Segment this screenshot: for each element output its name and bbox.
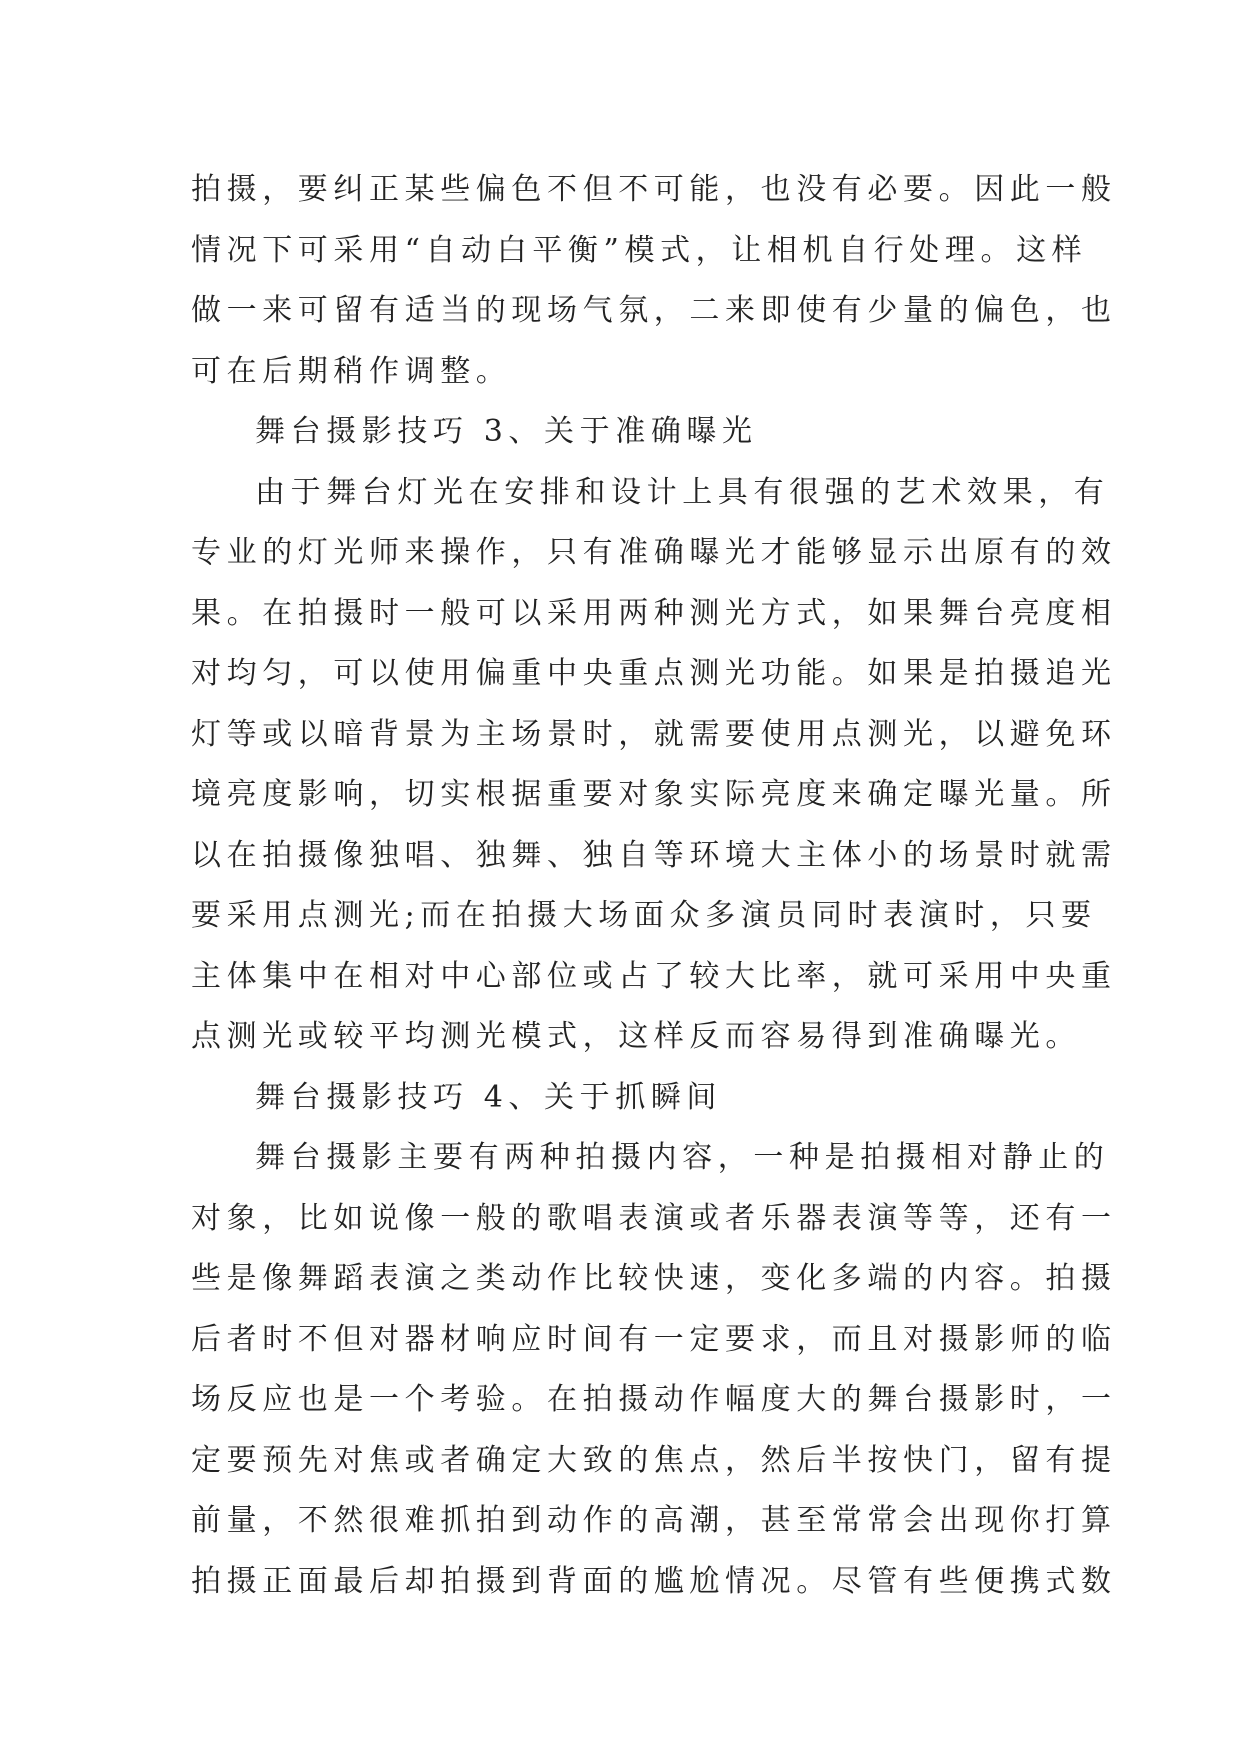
text-line: 灯等或以暗背景为主场景时，就需要使用点测光，以避免环	[191, 716, 1117, 752]
text-line: 情况下可采用“自动白平衡”模式，让相机自行处理。这样	[191, 232, 1088, 268]
text-line: 对象，比如说像一般的歌唱表演或者乐器表演等等，还有一	[191, 1200, 1117, 1236]
text-line: 由于舞台灯光在安排和设计上具有很强的艺术效果，有	[255, 474, 1110, 510]
text-line: 以在拍摄像独唱、独舞、独自等环境大主体小的场景时就需	[191, 837, 1117, 873]
text-line: 舞台摄影主要有两种拍摄内容，一种是拍摄相对静止的	[255, 1140, 1110, 1175]
text-line: 可在后期稍作调整。	[191, 353, 512, 389]
text-line: 定要预先对焦或者确定大致的焦点，然后半按快门，留有提	[191, 1442, 1117, 1478]
section-heading: 舞台摄影技巧 3、关于准确曝光	[255, 414, 758, 449]
text-line: 拍摄，要纠正某些偏色不但不可能，也没有必要。因此一般	[191, 172, 1117, 207]
text-line: 场反应也是一个考验。在拍摄动作幅度大的舞台摄影时，一	[191, 1382, 1117, 1417]
section-heading: 舞台摄影技巧 4、关于抓瞬间	[255, 1079, 723, 1115]
text-line: 要采用点测光;而在拍摄大场面众多演员同时表演时，只要	[191, 898, 1097, 933]
text-line: 对均匀，可以使用偏重中央重点测光功能。如果是拍摄追光	[191, 656, 1117, 691]
text-line: 点测光或较平均测光模式，这样反而容易得到准确曝光。	[191, 1019, 1081, 1054]
text-line: 专业的灯光师来操作，只有准确曝光才能够显示出原有的效	[191, 535, 1117, 570]
body-text	[191, 160, 1117, 1612]
text-line: 做一来可留有适当的现场气氛，二来即使有少量的偏色，也	[191, 293, 1117, 328]
text-line: 些是像舞蹈表演之类动作比较快速，变化多端的内容。拍摄	[191, 1261, 1117, 1296]
text-line: 境亮度影响，切实根据重要对象实际亮度来确定曝光量。所	[191, 777, 1117, 812]
text-line: 拍摄正面最后却拍摄到背面的尴尬情况。尽管有些便携式数	[191, 1563, 1117, 1599]
text-line: 后者时不但对器材响应时间有一定要求，而且对摄影师的临	[191, 1321, 1117, 1357]
text-line: 果。在拍摄时一般可以采用两种测光方式，如果舞台亮度相	[191, 595, 1117, 631]
text-line: 主体集中在相对中心部位或占了较大比率，就可采用中央重	[191, 958, 1117, 994]
text-line: 前量，不然很难抓拍到动作的高潮，甚至常常会出现你打算	[191, 1503, 1117, 1538]
